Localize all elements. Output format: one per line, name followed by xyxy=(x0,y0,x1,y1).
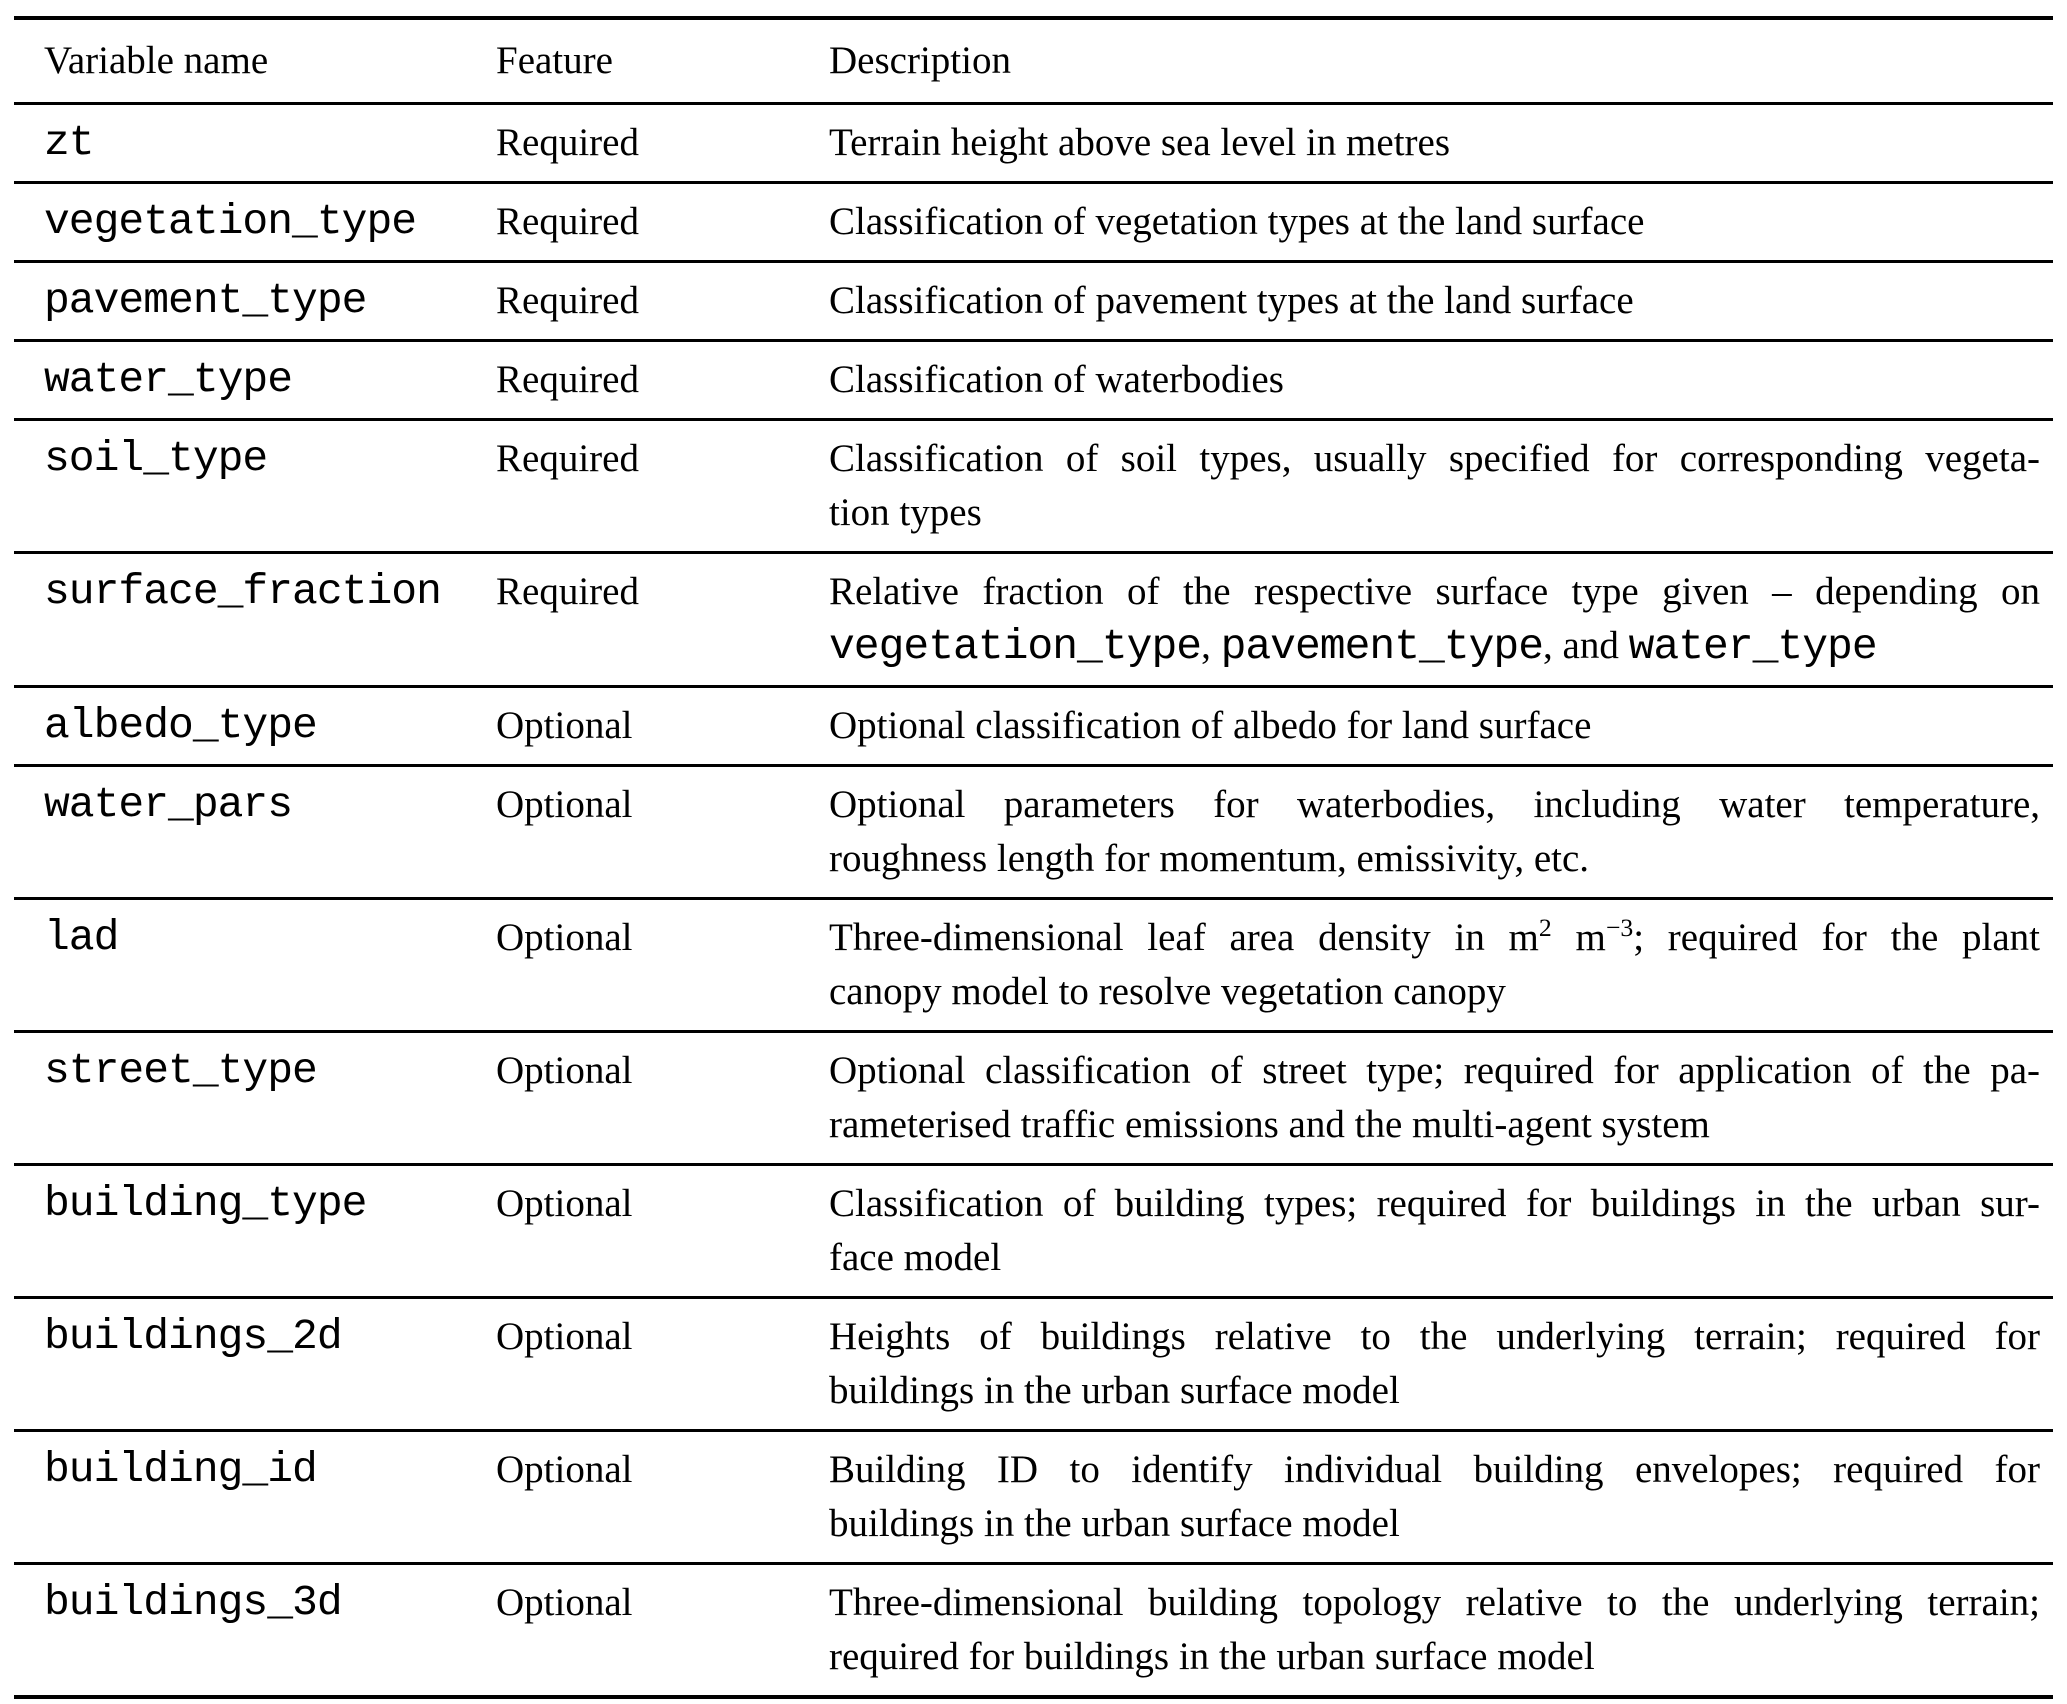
description-line xyxy=(829,1231,2040,1285)
variable-name-cell: water_type xyxy=(44,355,293,404)
description-cell xyxy=(829,565,2053,674)
feature-cell: Optional xyxy=(496,1581,633,1624)
description-text: Optional classification of albedo for land surface xyxy=(829,704,1592,747)
feature-cell: Optional xyxy=(496,1049,633,1092)
description-text: Three-dimensional leaf area density in m xyxy=(829,916,1539,959)
description-cell xyxy=(829,353,2053,407)
description-line xyxy=(829,965,2040,1019)
variable-name-cell: buildings_2d xyxy=(44,1312,342,1361)
feature-cell: Required xyxy=(496,358,639,401)
variable-name-cell: water_pars xyxy=(44,780,293,829)
description-line xyxy=(829,274,2040,328)
feature-cell: Optional xyxy=(496,1315,633,1358)
feature-cell: Required xyxy=(496,121,639,164)
variable-name-cell: street_type xyxy=(44,1046,317,1095)
description-text: Three-dimensional building topology relative to the underlying terrain; xyxy=(829,1581,2040,1624)
description-text: Terrain height above sea level in metres xyxy=(829,121,1451,164)
table-row xyxy=(14,1429,2053,1562)
superscript: −3 xyxy=(1605,913,1634,942)
description-line xyxy=(829,432,2040,486)
table-row xyxy=(14,418,2053,551)
table-row xyxy=(14,551,2053,685)
description-text: roughness length for momentum, emissivity, etc. xyxy=(829,837,1590,880)
feature-cell: Optional xyxy=(496,1182,633,1225)
description-line xyxy=(829,699,2040,753)
description-text: Optional classification of street type; required for application of the pa- xyxy=(829,1049,2040,1092)
description-text: canopy model to resolve vegetation canopy xyxy=(829,970,1506,1013)
variables-table xyxy=(14,16,2053,1699)
table-row xyxy=(14,764,2053,897)
column-header-feature: Feature xyxy=(496,39,613,82)
description-cell xyxy=(829,1576,2053,1684)
description-cell xyxy=(829,274,2053,328)
variable-name-cell: lad xyxy=(44,913,119,962)
description-text: m xyxy=(1551,916,1606,959)
feature-cell: Optional xyxy=(496,916,633,959)
description-text: Relative fraction of the respective surface type given – depending on xyxy=(829,570,2040,613)
description-cell xyxy=(829,432,2053,540)
description-line xyxy=(829,832,2040,886)
description-line xyxy=(829,1364,2040,1418)
description-line xyxy=(829,1310,2040,1364)
table-row xyxy=(14,102,2053,181)
description-line xyxy=(829,1177,2040,1231)
description-line xyxy=(829,195,2040,249)
feature-cell: Optional xyxy=(496,1448,633,1491)
description-text: face model xyxy=(829,1236,1002,1279)
description-cell xyxy=(829,116,2053,170)
table-row xyxy=(14,897,2053,1030)
inline-variable-name: pavement_type xyxy=(1220,622,1544,671)
description-text: Optional parameters for waterbodies, including water temperature, xyxy=(829,783,2040,826)
column-header-description: Description xyxy=(829,39,1011,82)
description-text: Heights of buildings relative to the underlying terrain; required for xyxy=(829,1315,2040,1358)
variable-name-cell: buildings_3d xyxy=(44,1578,342,1627)
table-row xyxy=(14,181,2053,260)
description-line xyxy=(829,353,2040,407)
variable-name-cell: soil_type xyxy=(44,434,268,483)
description-line xyxy=(829,565,2040,619)
feature-cell: Required xyxy=(496,200,639,243)
description-line xyxy=(829,1443,2040,1497)
description-cell xyxy=(829,1177,2053,1285)
description-text: Building ID to identify individual building envelopes; required for xyxy=(829,1448,2040,1491)
description-text: Classification of soil types, usually specified for corresponding vegeta- xyxy=(829,437,2040,480)
variable-name-cell: albedo_type xyxy=(44,701,317,750)
description-line xyxy=(829,116,2040,170)
table-row xyxy=(14,1163,2053,1296)
description-cell xyxy=(829,1044,2053,1152)
table-row xyxy=(14,685,2053,764)
description-text: rameterised traffic emissions and the multi-agent system xyxy=(829,1103,1710,1146)
variable-name-cell: zt xyxy=(44,118,94,167)
description-cell xyxy=(829,1310,2053,1418)
variable-name-cell: vegetation_type xyxy=(44,197,417,246)
description-text: Classification of pavement types at the land surface xyxy=(829,279,1634,322)
table-row xyxy=(14,339,2053,418)
table-row xyxy=(14,260,2053,339)
superscript: 2 xyxy=(1538,913,1552,942)
description-cell xyxy=(829,195,2053,249)
description-line xyxy=(829,1576,2040,1630)
description-text: buildings in the urban surface model xyxy=(829,1502,1400,1545)
description-text: tion types xyxy=(829,491,982,534)
table-header-row xyxy=(14,20,2053,102)
description-text: , xyxy=(1201,624,1221,667)
description-text: ; required for the plant xyxy=(1633,916,2040,959)
description-text: , and xyxy=(1543,624,1629,667)
table-row xyxy=(14,1562,2053,1695)
description-line xyxy=(829,1098,2040,1152)
variable-name-cell: building_id xyxy=(44,1445,317,1494)
description-text: Classification of building types; required for buildings in the urban sur- xyxy=(829,1182,2040,1225)
description-text: Classification of vegetation types at the land surface xyxy=(829,200,1645,243)
variable-name-cell: building_type xyxy=(44,1179,367,1228)
description-line xyxy=(829,1044,2040,1098)
description-line xyxy=(829,486,2040,540)
feature-cell: Optional xyxy=(496,704,633,747)
description-line xyxy=(829,619,2040,674)
column-header-variable-name: Variable name xyxy=(44,39,269,82)
description-cell xyxy=(829,911,2053,1019)
table-row xyxy=(14,1030,2053,1163)
feature-cell: Required xyxy=(496,279,639,322)
description-line xyxy=(829,911,2040,965)
feature-cell: Required xyxy=(496,570,639,613)
description-text: required for buildings in the urban surface model xyxy=(829,1635,1595,1678)
feature-cell: Required xyxy=(496,437,639,480)
description-cell xyxy=(829,699,2053,753)
description-line xyxy=(829,1630,2040,1684)
inline-variable-name: water_type xyxy=(1628,622,1877,671)
description-line xyxy=(829,1497,2040,1551)
description-cell xyxy=(829,1443,2053,1551)
description-text: Classification of waterbodies xyxy=(829,358,1284,401)
table-row xyxy=(14,1296,2053,1429)
description-text: buildings in the urban surface model xyxy=(829,1369,1400,1412)
feature-cell: Optional xyxy=(496,783,633,826)
inline-variable-name: vegetation_type xyxy=(829,622,1202,671)
description-cell xyxy=(829,778,2053,886)
description-line xyxy=(829,778,2040,832)
variable-name-cell: pavement_type xyxy=(44,276,367,325)
variable-name-cell: surface_fraction xyxy=(44,567,441,616)
